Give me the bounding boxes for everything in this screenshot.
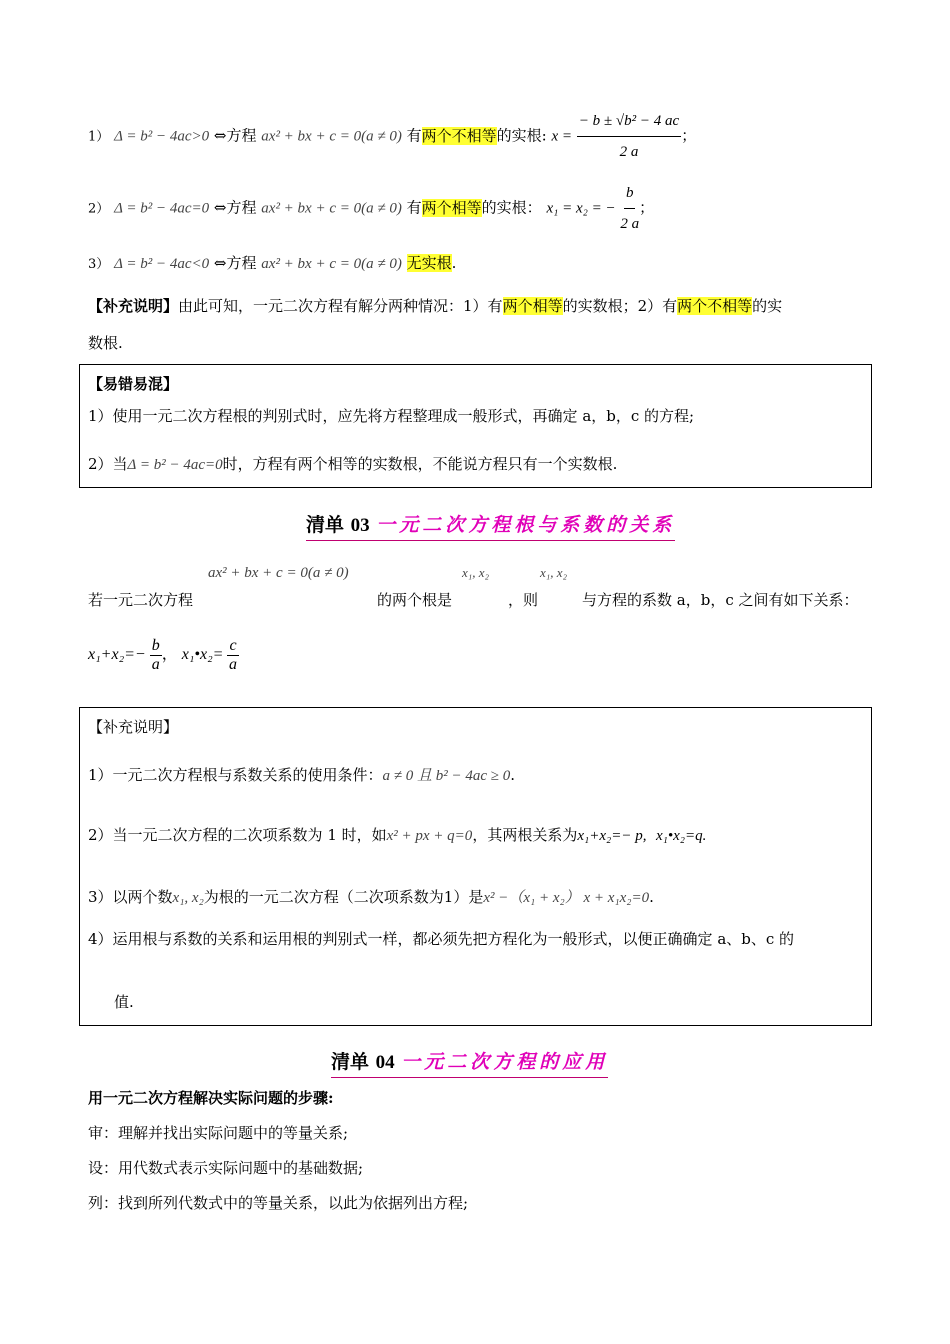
vieta-prod-lhs: x₁•x₂= bbox=[181, 646, 224, 664]
supplement-box-line-2-mid: ，其两根关系为 bbox=[472, 826, 578, 844]
item-3 bbox=[88, 248, 456, 280]
error-prone-title: 【易错易混】 bbox=[88, 375, 179, 393]
section-heading-04 bbox=[331, 1047, 608, 1074]
item-1-eq: ax² + bx + c = 0(a ≠ 0) bbox=[261, 128, 402, 145]
vieta-intro-b: 的两个根是 bbox=[377, 591, 453, 609]
vieta-equation: ax² + bx + c = 0(a ≠ 0) bbox=[208, 565, 349, 581]
supplement-box-line-3-mid: 为根的一元二次方程（二次项系数为1）是 bbox=[203, 888, 484, 906]
item-1-fangcheng: 方程 bbox=[226, 126, 257, 145]
section-heading-03 bbox=[306, 510, 675, 537]
vieta-prod-num: c bbox=[229, 637, 237, 654]
item-1-formula bbox=[577, 106, 681, 167]
supplement-box-line-3 bbox=[88, 886, 654, 907]
supplement-box-line-2-text: 2）当一元二次方程的二次项系数为 1 时，如 bbox=[88, 826, 387, 844]
supplement-box-line-3-math: x² −（x₁ + x₂） x + x₁x₂=0 bbox=[483, 890, 650, 906]
supplement-highlight-2: 两个不相等 bbox=[677, 297, 753, 315]
arrow-icon: ⇔ bbox=[213, 198, 227, 217]
supplement-box-line-3-end: . bbox=[649, 888, 654, 906]
supplement-text-1: 由此可知，一元二次方程有解分两种情况：1）有 bbox=[178, 297, 503, 315]
supplement-box-title: 【补充说明】 bbox=[88, 718, 179, 736]
supplement-label: 【补充说明】 bbox=[88, 297, 179, 315]
step-1: 审：理解并找出实际问题中的等量关系; bbox=[88, 1124, 349, 1142]
supplement-box-line-1-end: . bbox=[510, 766, 516, 784]
supplement-box-line-1 bbox=[88, 764, 515, 785]
item-2-fangcheng: 方程 bbox=[226, 198, 257, 217]
vieta-sum-den: a bbox=[151, 656, 160, 673]
error-prone-line-2-b: 时，方程有两个相等的实数根，不能说方程只有一个实数根. bbox=[222, 455, 618, 473]
error-prone-line-1: 1）使用一元二次方程根的判别式时，应先将方程整理成一般形式，再确定 a，b，c 的方程; bbox=[88, 407, 695, 425]
error-prone-line-2-a: 2）当 bbox=[88, 455, 128, 473]
item-1-result: x = bbox=[551, 128, 573, 145]
supplement-box-line-4: 4）运用根与系数的关系和运用根的判别式一样，都必须先把方程化为一般形式，以便正确确定 a、b、c 的 bbox=[88, 930, 795, 948]
item-2-result: x₁ = x₂ = − bbox=[546, 200, 616, 217]
error-prone-line-2 bbox=[88, 453, 617, 474]
item-2-you: 有 bbox=[406, 198, 422, 217]
item-2-num: 2） bbox=[88, 201, 110, 217]
item-2-cond: Δ = b² − 4ac=0 bbox=[114, 200, 210, 217]
vieta-prod-den: a bbox=[229, 656, 238, 673]
item-3-cond: Δ = b² − 4ac<0 bbox=[114, 256, 210, 272]
supplement-text-3: 的实 bbox=[752, 297, 783, 315]
supplement-box-line-2-sum: x₁+x₂=− p, bbox=[577, 828, 647, 844]
supplement-box-line-2-math: x² + px + q=0 bbox=[386, 828, 473, 844]
heading-04-num: 04 bbox=[375, 1052, 395, 1073]
item-2-formula bbox=[620, 178, 639, 239]
item-2-highlight: 两个相等 bbox=[421, 198, 482, 217]
vieta-intro-d: 与方程的系数 a，b，c 之间有如下关系： bbox=[582, 591, 859, 609]
item-2-rest: 的实根： bbox=[481, 198, 542, 217]
heading-03-title: 一元二次方程根与系数的关系 bbox=[376, 514, 676, 536]
item-1-highlight: 两个不相等 bbox=[421, 126, 497, 145]
item-1-rest: 的实根: bbox=[496, 126, 547, 145]
item-2-eq: ax² + bx + c = 0(a ≠ 0) bbox=[261, 200, 402, 217]
vieta-sum-num: b bbox=[151, 637, 160, 654]
supplement-highlight-1: 两个相等 bbox=[502, 297, 563, 315]
vieta-formula bbox=[88, 637, 239, 674]
step-2: 设：用代数式表示实际问题中的基础数据; bbox=[88, 1159, 364, 1177]
vieta-intro-a: 若一元二次方程 bbox=[88, 591, 194, 609]
heading-03-prefix: 清单 bbox=[306, 514, 345, 536]
supplement-box-line-4-cont: 值. bbox=[114, 993, 134, 1011]
item-1-end: ； bbox=[681, 126, 697, 145]
supplement-box-line-3-text: 3）以两个数 bbox=[88, 888, 173, 906]
item-3-fangcheng: 方程 bbox=[226, 254, 257, 272]
item-1-you: 有 bbox=[406, 126, 422, 145]
vieta-sum-lhs: x₁+x₂=− bbox=[88, 646, 146, 664]
heading-04-title: 一元二次方程的应用 bbox=[401, 1051, 609, 1073]
item-1-formula-den: 2 a bbox=[619, 144, 639, 160]
error-prone-line-2-math: Δ = b² − 4ac=0 bbox=[127, 457, 223, 473]
supplement-paragraph bbox=[88, 294, 782, 318]
arrow-icon: ⇔ bbox=[213, 254, 227, 272]
item-1-cond: Δ = b² − 4ac>0 bbox=[114, 128, 210, 145]
supplement-text-2: 的实数根；2）有 bbox=[562, 297, 678, 315]
supplement-paragraph-cont: 数根. bbox=[88, 334, 123, 352]
item-3-end: . bbox=[451, 254, 457, 272]
heading-04-underline bbox=[331, 1077, 608, 1078]
item-1 bbox=[88, 106, 697, 160]
item-2 bbox=[88, 178, 654, 239]
item-1-num: 1） bbox=[88, 129, 110, 145]
item-2-formula-num: b bbox=[624, 178, 636, 209]
supplement-box-line-2-prod: x₁•x₂=q. bbox=[656, 828, 707, 844]
arrow-icon: ⇔ bbox=[213, 126, 227, 145]
supplement-box bbox=[79, 707, 872, 1026]
vieta-intro-c: ，则 bbox=[508, 591, 539, 609]
step-3: 列：找到所列代数式中的等量关系，以此为依据列出方程; bbox=[88, 1194, 469, 1212]
vieta-prod-frac bbox=[227, 637, 238, 674]
item-3-highlight: 无实根 bbox=[406, 254, 452, 272]
vieta-sum-frac bbox=[150, 637, 162, 674]
supplement-box-line-1-text: 1）一元二次方程根与系数关系的使用条件： bbox=[88, 766, 383, 784]
item-3-eq: ax² + bx + c = 0(a ≠ 0) bbox=[261, 256, 402, 272]
supplement-box-line-3-roots: x₁, x₂ bbox=[172, 890, 204, 906]
vieta-roots-2: x₁, x₂ bbox=[540, 565, 568, 580]
item-1-formula-num: − b ± √b² − 4 ac bbox=[577, 106, 681, 137]
vieta-roots-1: x₁, x₂ bbox=[462, 565, 490, 580]
heading-04-prefix: 清单 bbox=[331, 1051, 370, 1073]
item-2-end: ； bbox=[639, 198, 655, 217]
supplement-box-line-2 bbox=[88, 824, 706, 845]
heading-03-num: 03 bbox=[350, 515, 370, 536]
supplement-box-line-1-math: a ≠ 0 且 b² − 4ac ≥ 0 bbox=[382, 768, 511, 784]
error-prone-box bbox=[79, 364, 872, 488]
steps-title: 用一元二次方程解决实际问题的步骤: bbox=[88, 1089, 334, 1107]
heading-03-underline bbox=[306, 540, 675, 541]
item-3-num: 3） bbox=[88, 257, 110, 272]
item-2-formula-den: 2 a bbox=[620, 216, 640, 232]
vieta-separator: ， bbox=[161, 646, 178, 664]
